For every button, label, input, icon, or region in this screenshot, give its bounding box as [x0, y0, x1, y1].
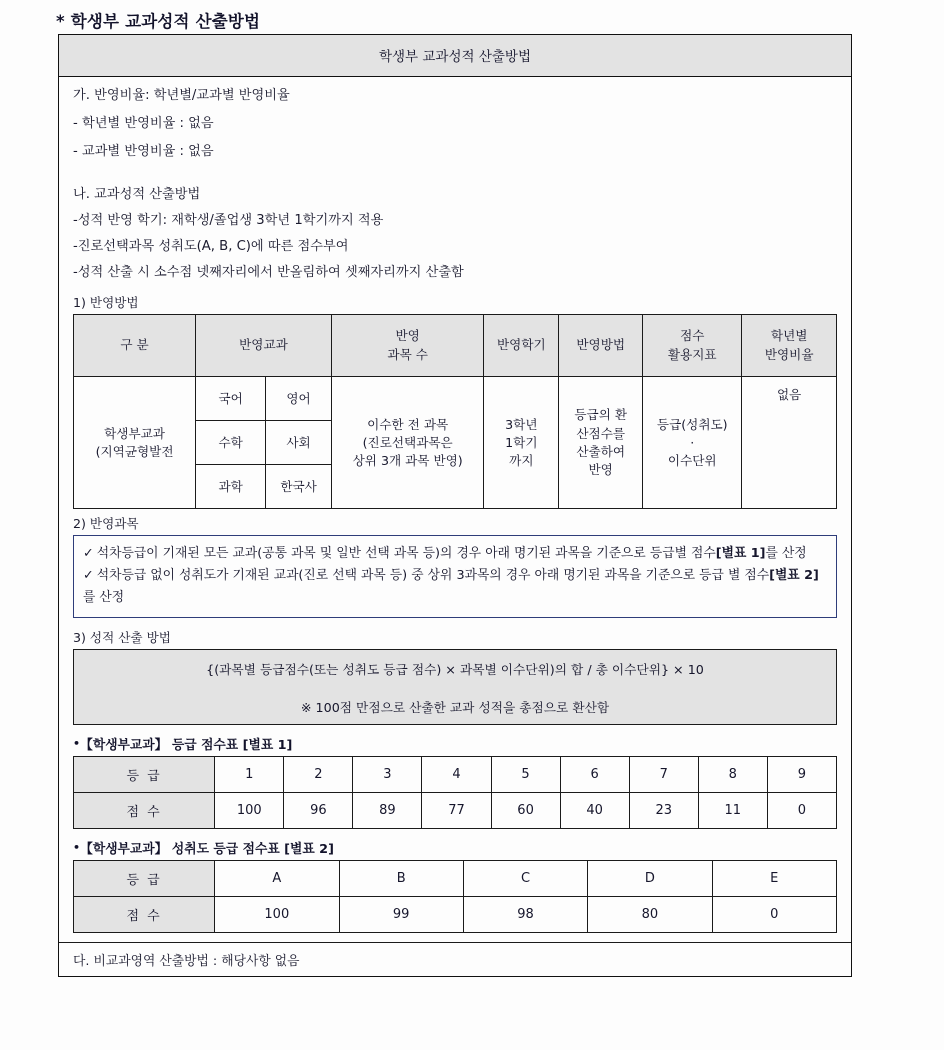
section-a-line1: - 학년별 반영비율 : 없음: [73, 116, 214, 132]
cell-score-index-line1: 등급(성취도): [656, 416, 728, 432]
method-table-header-row: [74, 315, 837, 377]
cell-subject-2a: 수학: [196, 421, 266, 465]
grade-table-1-label-text: 【학생부교과】 등급 점수표 [별표 1]: [80, 738, 293, 754]
bullet-icon: •: [73, 737, 81, 751]
t2-score-a: 100: [215, 897, 339, 933]
t2-grade-b: B: [339, 861, 463, 897]
header-subject-count: [331, 315, 484, 377]
t2-grade-e: E: [712, 861, 836, 897]
bullet-icon: •: [73, 841, 81, 855]
cell-subject-3b: 한국사: [266, 465, 332, 509]
section-b-title: 나. 교과성적 산출방법: [73, 186, 201, 202]
method-table-label: 1) 반영방법: [73, 295, 139, 311]
cell-method-line2: 산점수를: [576, 425, 626, 441]
check-item-2-text-c: 를 산정: [83, 590, 125, 606]
cell-semester-line2: 1학기: [505, 434, 538, 450]
cell-semester-line3: 까지: [509, 453, 534, 469]
cell-method-line3: 산출하여: [576, 443, 626, 459]
header-subject-count-line2: 과목 수: [387, 346, 428, 362]
t1-score-2: 96: [284, 793, 353, 829]
t2-row-header-score: 점 수: [74, 897, 215, 933]
method-table: [73, 314, 837, 509]
grade-table-2-label: [73, 838, 837, 857]
check-item-1-text-a: 석차등급이 기재된 모든 교과(공통 과목 및 일반 선택 과목 등)의 경우 아래 명기된 과목을 기준으로 등급: [96, 546, 675, 562]
header-grade-ratio-line1: 학년별: [770, 328, 808, 344]
check-item-2: [83, 565, 827, 609]
cell-subject-1a: 국어: [196, 377, 266, 421]
check-icon: ✓: [83, 568, 94, 584]
table-row: [74, 757, 837, 793]
t1-row-header-grade: 등 급: [74, 757, 215, 793]
section-c-text: 다. 비교과영역 산출방법 : 해당사항 없음: [59, 942, 851, 976]
cell-semester: [484, 377, 559, 509]
t1-score-3: 89: [353, 793, 422, 829]
cell-method-line4: 반영: [588, 462, 613, 478]
grade-score-table-2: [73, 860, 837, 933]
t2-score-c: 98: [463, 897, 587, 933]
section-spacer: [73, 174, 837, 188]
section-b-line2: -진로선택과목 성취도(A, B, C)에 따른 점수부여: [73, 239, 349, 255]
t2-grade-c: C: [463, 861, 587, 897]
header-subject-count-line1: 반영: [395, 328, 420, 344]
cell-subject-1b: 영어: [266, 377, 332, 421]
section-b-line3: -성적 산출 시 소수점 넷째자리에서 반올림하여 셋째자리까지 산출함: [73, 265, 464, 281]
t1-grade-7: 7: [629, 757, 698, 793]
cell-subject-count-line3: 상위 3개 과목 반영): [352, 453, 463, 469]
cell-score-index-line2: ·: [690, 434, 695, 450]
cell-subject-count-line1: 이수한 전 과목: [367, 416, 449, 432]
section-b-line1: -성적 반영 학기: 재학생/졸업생 3학년 1학기까지 적용: [73, 212, 384, 228]
t1-grade-1: 1: [215, 757, 284, 793]
applied-subjects-box: [73, 535, 837, 618]
cell-division: [74, 377, 196, 509]
t1-grade-9: 9: [767, 757, 836, 793]
header-grade-ratio: [742, 315, 837, 377]
cell-subject-2b: 사회: [266, 421, 332, 465]
t2-row-header-grade: 등 급: [74, 861, 215, 897]
check-item-2-ref: [별표 2]: [769, 568, 819, 584]
t1-score-4: 77: [422, 793, 491, 829]
calculation-note: ※ 100점 만점으로 산출한 교과 성적을 총점으로 환산함: [300, 700, 610, 716]
header-grade-ratio-line2: 반영비율: [764, 346, 814, 362]
t1-row-header-score: 점 수: [74, 793, 215, 829]
t2-score-d: 80: [588, 897, 712, 933]
cell-method: [559, 377, 643, 509]
cell-method-line1: 등급의 환: [574, 407, 628, 423]
cell-division-line1: 학생부교과: [104, 425, 165, 441]
t2-grade-a: A: [215, 861, 339, 897]
header-score-index-line1: 점수: [680, 328, 705, 344]
grade-table-2-label-text: 【학생부교과】 성취도 등급 점수표 [별표 2]: [80, 842, 334, 858]
calculation-formula: {(과목별 등급점수(또는 성취도 등급 점수) × 과목별 이수단위)의 합 / 총 이수단위} × 10: [206, 662, 704, 678]
t1-score-8: 11: [698, 793, 767, 829]
header-division: 구 분: [74, 315, 196, 377]
grade-table-1-label: [73, 734, 837, 753]
header-semester: 반영학기: [484, 315, 559, 377]
header-score-index: [643, 315, 742, 377]
cell-subject-count-line2: (진로선택과목은: [362, 434, 453, 450]
t2-grade-d: D: [588, 861, 712, 897]
check-item-2-text-b: 로 등급 별 점수: [682, 568, 770, 584]
t1-grade-5: 5: [491, 757, 560, 793]
t1-score-7: 23: [629, 793, 698, 829]
section-a-title: 가. 반영비율: 학년별/교과별 반영비율: [73, 88, 290, 103]
t1-grade-4: 4: [422, 757, 491, 793]
table-row: [74, 793, 837, 829]
t1-score-1: 100: [215, 793, 284, 829]
cell-semester-line1: 3학년: [505, 416, 538, 432]
t1-grade-3: 3: [353, 757, 422, 793]
t1-score-5: 60: [491, 793, 560, 829]
table-row: [74, 861, 837, 897]
check-item-1: [83, 543, 827, 565]
check-item-1-text-b: 별 점수: [674, 546, 716, 562]
table-row: [74, 377, 837, 421]
grade-score-table-1: [73, 756, 837, 829]
cell-subject-3a: 과학: [196, 465, 266, 509]
calculation-formula-box: [73, 649, 837, 725]
check-item-2-text-a: 석차등급 없이 성취도가 기재된 교과(진로 선택 과목 등) 중 상위 3과목의 경우 아래 명기된 과목을 기준으: [96, 568, 683, 584]
cell-score-index-line3: 이수단위: [667, 453, 717, 469]
calculation-label: 3) 성적 산출 방법: [73, 630, 171, 646]
check-item-1-ref: [별표 1]: [715, 546, 766, 562]
cell-grade-ratio: 없음: [742, 377, 837, 509]
applied-subjects-label: 2) 반영과목: [73, 516, 139, 532]
section-a-line2: - 교과별 반영비율 : 없음: [73, 144, 214, 160]
t2-score-b: 99: [339, 897, 463, 933]
table-row: [74, 897, 837, 933]
t1-grade-2: 2: [284, 757, 353, 793]
t2-score-e: 0: [712, 897, 836, 933]
header-score-index-line2: 활용지표: [667, 346, 717, 362]
t1-grade-6: 6: [560, 757, 629, 793]
t1-score-6: 40: [560, 793, 629, 829]
frame-body: [59, 77, 851, 976]
header-method: 반영방법: [559, 315, 643, 377]
cell-subject-count: [331, 377, 484, 509]
cell-score-index: [643, 377, 742, 509]
check-item-1-text-c: 를 산정: [765, 546, 807, 562]
page-title: * 학생부 교과성적 산출방법: [56, 12, 261, 31]
t1-grade-8: 8: [698, 757, 767, 793]
frame-title: 학생부 교과성적 산출방법: [59, 35, 851, 77]
cell-division-line2: (지역균형발전: [95, 443, 174, 459]
document-frame: [58, 34, 852, 977]
t1-score-9: 0: [767, 793, 836, 829]
header-subjects: 반영교과: [196, 315, 332, 377]
check-icon: ✓: [83, 546, 94, 562]
